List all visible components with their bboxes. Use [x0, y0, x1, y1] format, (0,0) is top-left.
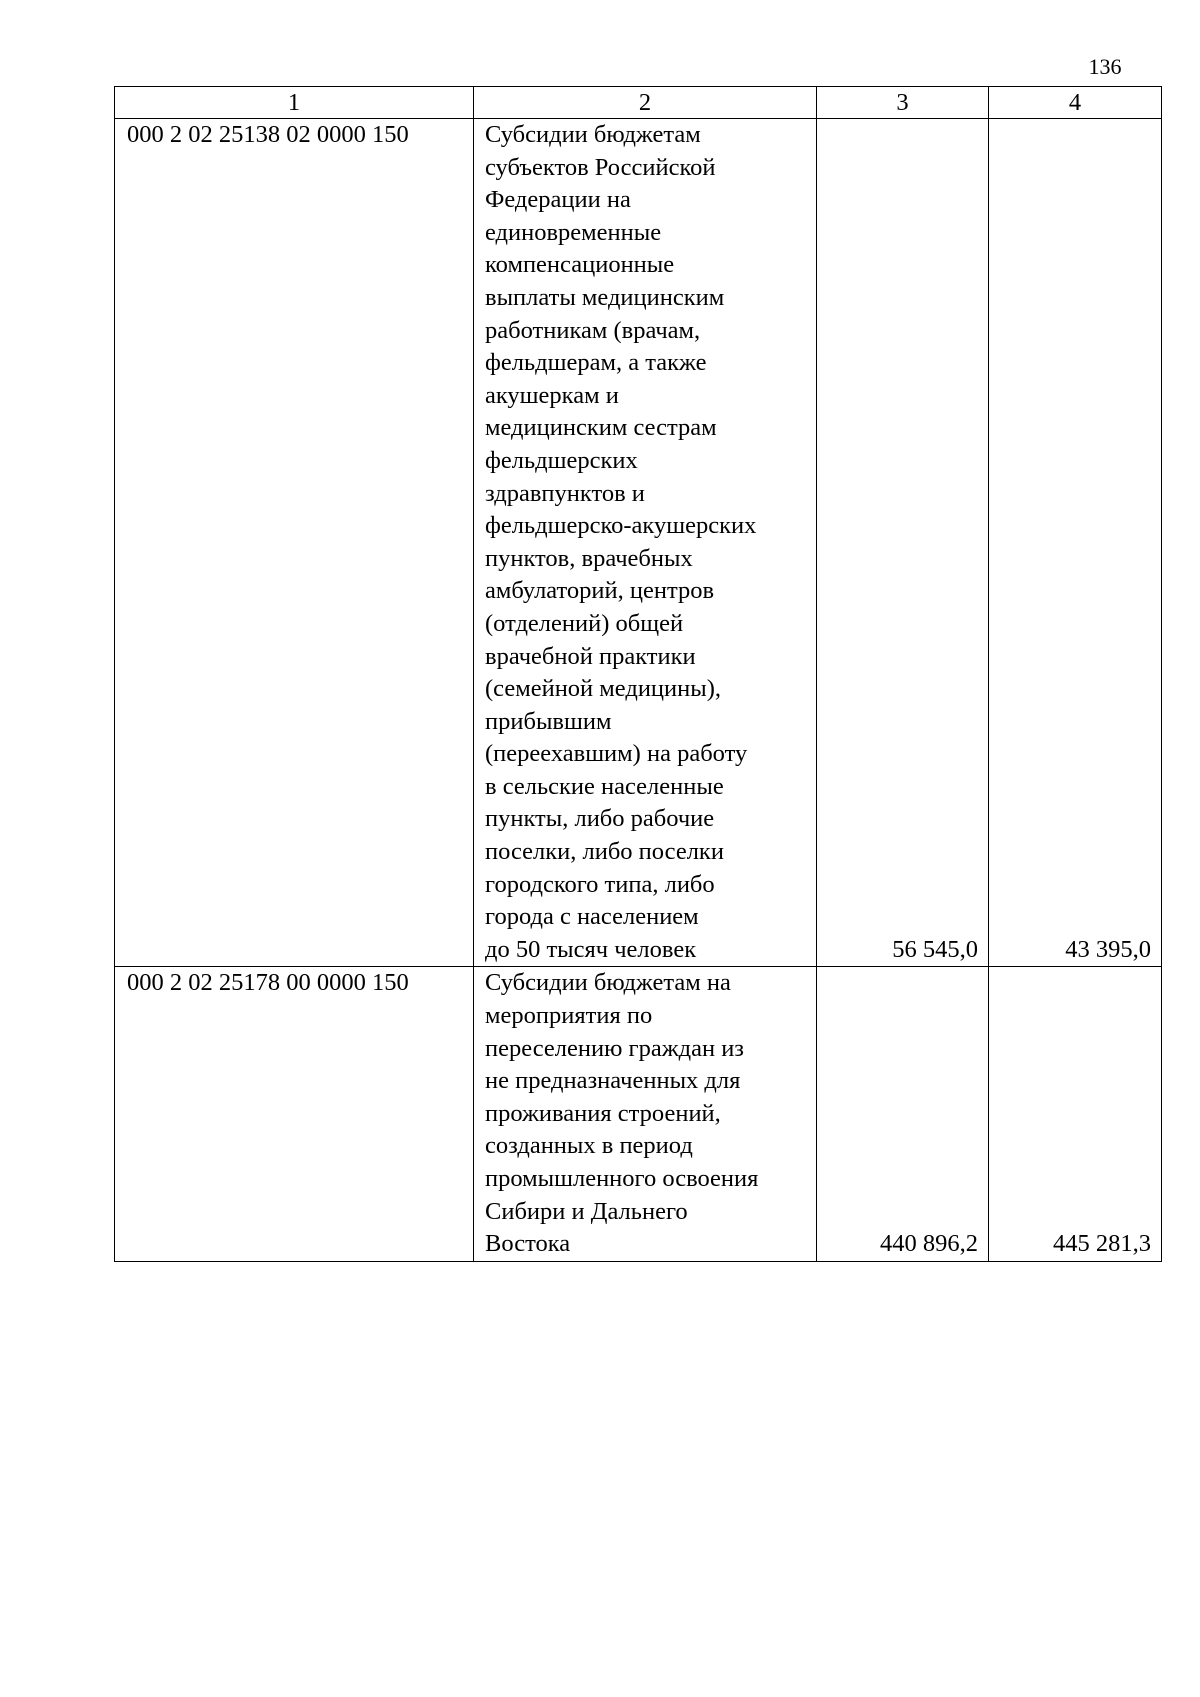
description-line: здравпунктов и [485, 479, 645, 507]
amount-column-3-cell: 440 896,2 [817, 967, 989, 1261]
description-line: (переехавшим) на работу [485, 740, 748, 768]
amount-column-3-cell: 56 545,0 [817, 119, 989, 967]
description-line: Субсидии бюджетам на [485, 969, 731, 997]
table-row [115, 119, 1162, 967]
description-line: Сибири и Дальнего [485, 1197, 688, 1225]
description-line: фельдшерско-акушерских [485, 512, 757, 540]
description-line: пунктов, врачебных [485, 544, 693, 572]
description-line: Федерации на [485, 186, 631, 214]
description-line: созданных в период [485, 1132, 693, 1160]
description-line: (семейной медицины), [485, 675, 722, 703]
column-header-4: 4 [989, 87, 1162, 119]
column-header-2: 2 [474, 87, 817, 119]
description-line: выплаты медицинским [485, 283, 725, 311]
table-row [115, 967, 1162, 1261]
description-line: в сельские населенные [485, 772, 724, 800]
description-line: промышленного освоения [485, 1165, 759, 1192]
description-line: фельдшерских [485, 446, 638, 474]
description-line: мероприятия по [485, 1002, 653, 1030]
column-number-row [115, 87, 1162, 119]
description-line: единовременные [485, 218, 662, 246]
page-number: 136 [1088, 54, 1122, 79]
description-line: города с населением [485, 903, 699, 931]
description-line: амбулаторий, центров [485, 577, 715, 605]
description-line: компенсационные [485, 251, 675, 279]
budget-code-cell: 000 2 02 25138 02 0000 150 [115, 119, 474, 967]
description-line: Субсидии бюджетам [485, 121, 701, 148]
description-line: Востока [485, 1230, 571, 1258]
description-line: работникам (врачам, [485, 316, 701, 344]
description-line: медицинским сестрам [485, 414, 717, 442]
amount-column-4-cell: 43 395,0 [989, 119, 1162, 967]
description-line: субъектов Российской [485, 153, 716, 181]
description-line: поселки, либо поселки [485, 838, 724, 866]
description-line: до 50 тысяч человек [485, 935, 697, 963]
column-header-3: 3 [817, 87, 989, 119]
description-line: не предназначенных для [485, 1067, 741, 1095]
description-line: (отделений) общей [485, 609, 684, 637]
description-line: городского типа, либо [485, 870, 715, 898]
description-cell [474, 119, 817, 967]
description-line: пункты, либо рабочие [485, 805, 715, 833]
budget-table [114, 86, 1162, 1262]
column-header-1: 1 [115, 87, 474, 119]
description-cell [474, 967, 817, 1261]
description-line: фельдшерам, а также [485, 349, 707, 377]
description-line: прибывшим [485, 707, 612, 735]
budget-code-cell: 000 2 02 25178 00 0000 150 [115, 967, 474, 1261]
description-line: акушеркам и [485, 381, 619, 409]
amount-column-4-cell: 445 281,3 [989, 967, 1162, 1261]
description-line: проживания строений, [485, 1099, 721, 1127]
description-line: переселению граждан из [485, 1034, 744, 1062]
description-line: врачебной практики [485, 642, 696, 670]
